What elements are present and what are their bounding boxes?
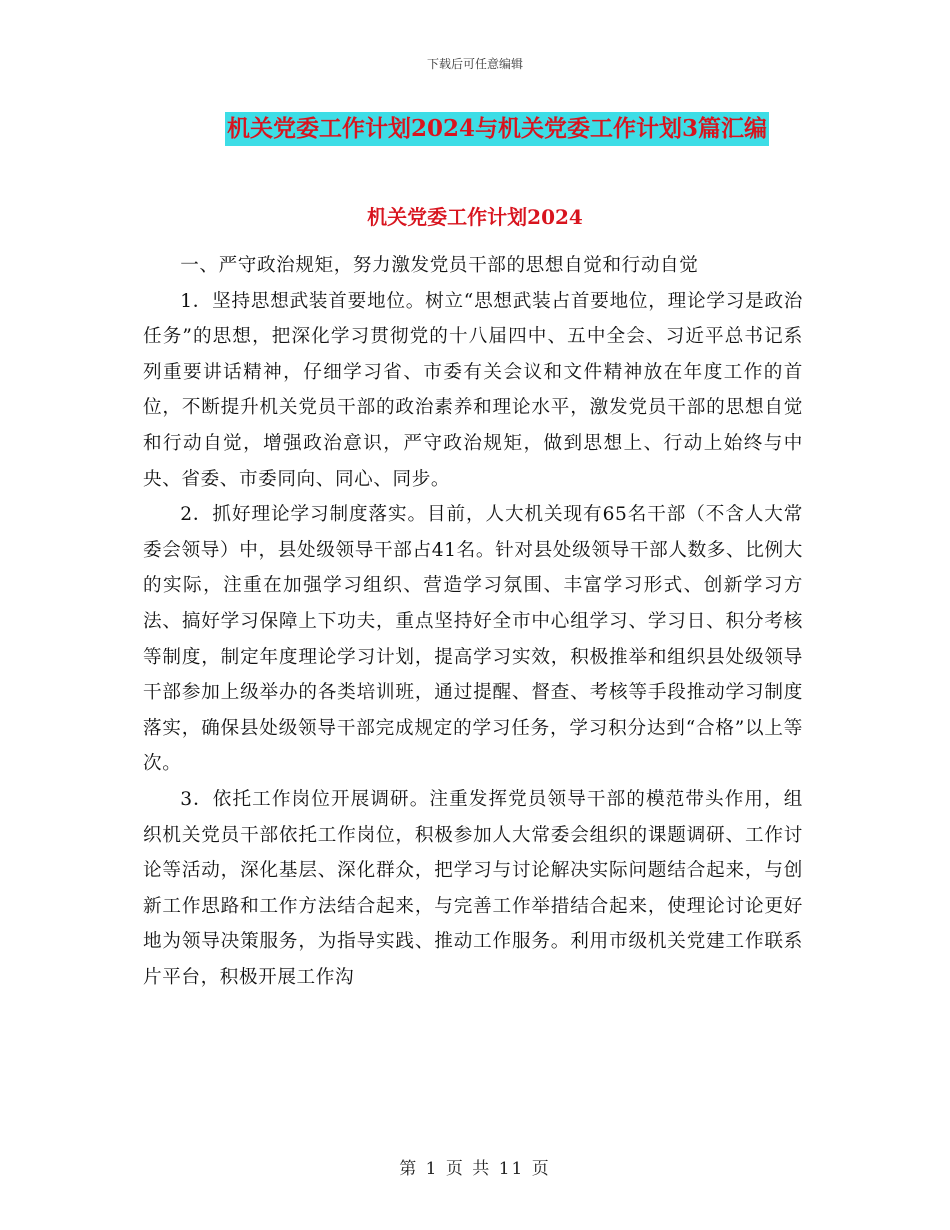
paragraph: 1．坚持思想武装首要地位。树立“思想武装占首要地位，理论学习是政治任务”的思想，把深化学习贯彻党的十八届四中、五中全会、习近平总书记系列重要讲话精神，仔细学习省、市委有关会议和文件精神放在年度工作的首位，不断提升机关党员干部的政治素养和理论水平，激发党员干部的思想自觉和行动自觉，增强政治意识，严守政治规矩，做到思想上、行动上始终与中央、省委、市委同向、同心、同步。 <box>143 290 803 490</box>
paragraph: 3．依托工作岗位开展调研。注重发挥党员领导干部的模范带头作用，组织机关党员干部依托工作岗位，积极参加人大常委会组织的课题调研、工作讨论等活动，深化基层、深化群众，把学习与讨论解决实际问题结合起来，与创新工作思路和工作方法结合起来，与完善工作举措结合起来，使理论讨论更好地为领导决策服务，为指导实践、推动工作服务。利用市级机关党建工作联系片平台，积极开展工作沟 <box>143 788 803 988</box>
section-title: 机关党委工作计划2024 <box>367 205 583 229</box>
document-title: 机关党委工作计划2024与机关党委工作计划3篇汇编 <box>225 112 769 146</box>
paragraph: 2．抓好理论学习制度落实。目前，人大机关现有65名干部（不含人大常委会领导）中，县处级领导干部占41名。针对县处级领导干部人数多、比例大的实际，注重在加强学习组织、营造学习氛围、丰富学习形式、创新学习方法、搞好学习保障上下功夫，重点坚持好全市中心组学习、学习日、积分考核等制度，制定年度理论学习计划，提高学习实效，积极推举和组织县处级领导干部参加上级举办的各类培训班，通过提醒、督查、考核等手段推动学习制度落实，确保县处级领导干部完成规定的学习任务，学习积分达到“合格”以上等次。 <box>143 504 803 775</box>
document-title-container <box>0 112 950 146</box>
paragraph: 一、严守政治规矩，努力激发党员干部的思想自觉和行动自觉 <box>180 255 699 276</box>
document-body <box>143 248 803 995</box>
page-indicator: 第 1 页 共 11 页 <box>399 1159 551 1179</box>
header-note: 下载后可任意编辑 <box>426 57 523 71</box>
